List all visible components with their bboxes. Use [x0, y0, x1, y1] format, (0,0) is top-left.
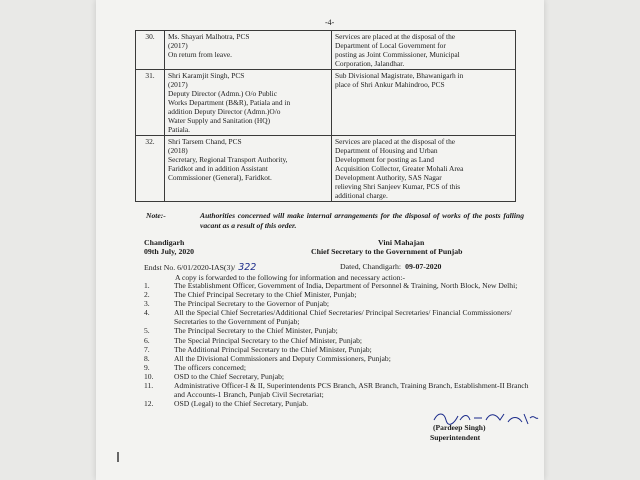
note-label: Note:- [146, 211, 166, 220]
list-item-text: The Establishment Officer, Government of India, Department of Personnel & Training, North Block, New Delhi; [174, 281, 518, 290]
posting-cell [332, 136, 516, 202]
handwritten-number: 322 [238, 262, 257, 273]
officer-line: Commissioner (General), Faridkot. [168, 173, 272, 182]
list-item-text: OSD to the Chief Secretary, Punjab; [174, 371, 285, 381]
posting-cell [332, 70, 516, 136]
officer-line: (2017) [168, 41, 188, 50]
officer-cell [165, 31, 332, 70]
officer-cell [165, 70, 332, 136]
officer-line: Faridkot and in addition Assistant [168, 164, 268, 173]
officer-cell [165, 136, 332, 202]
list-item-text: The officers concerned; [174, 362, 246, 372]
list-item [144, 299, 530, 308]
signoff-title: Superintendent [430, 433, 481, 442]
list-item [144, 336, 530, 345]
list-item-number: 7. [144, 344, 150, 354]
posting-line: relieving Shri Sanjeev Kumar, PCS of this [335, 182, 461, 191]
list-item-number: 10. [144, 371, 154, 381]
copy-intro: A copy is forwarded to the following for information and necessary action:- [175, 273, 406, 282]
officer-line: Works Department (B&R), Patiala and in [168, 98, 291, 107]
list-item-number: 12. [144, 399, 154, 409]
serial-number: 30. [136, 31, 165, 70]
officer-line: Shri Tarsem Chand, PCS [168, 137, 242, 146]
list-item-number: 9. [144, 362, 150, 372]
serial-number: 32. [136, 136, 165, 202]
posting-line: posting as Joint Commissioner, Municipal [335, 50, 460, 59]
list-item-number: 2. [144, 290, 150, 300]
list-item [144, 345, 530, 354]
copy-list [144, 281, 530, 408]
posting-line: Development for posting as Land [335, 155, 434, 164]
posting-line: Development Authority, SAS Nagar [335, 173, 442, 182]
issue-place: Chandigarh [144, 238, 185, 247]
officer-line: addition Deputy Director (Admn.)O/o [168, 107, 281, 116]
officer-line: Water Supply and Sanitation (HQ) [168, 116, 271, 125]
list-item [144, 290, 530, 299]
list-item-text: All the Special Chief Secretaries/Additional Chief Secretaries/ Principal Secretaries/ Financial Commissioners/ Secretaries to the Government of Punjab; [174, 308, 512, 327]
list-item-number: 11. [144, 381, 154, 391]
officer-line: Patiala. [168, 125, 190, 134]
page-number: -4- [325, 18, 335, 27]
posting-orders-table [135, 30, 516, 202]
posting-line: additional charge. [335, 191, 388, 200]
posting-line: Services are placed at the disposal of the [335, 32, 456, 41]
serial-number: 31. [136, 70, 165, 136]
posting-line: Department of Local Government for [335, 41, 446, 50]
note-text: Authorities concerned will make internal arrangements for the disposal of works of the posts falling vacant as a result of this order. [200, 211, 524, 230]
officer-line: (2018) [168, 146, 188, 155]
list-item-text: The Additional Principal Secretary to the Chief Minister, Punjab; [174, 344, 372, 354]
list-item [144, 372, 530, 381]
list-item-text: OSD (Legal) to the Chief Secretary, Punjab. [174, 399, 309, 409]
officer-line: Deputy Director (Admn.) O/o Public [168, 89, 277, 98]
officer-line: Ms. Shayari Malhotra, PCS [168, 32, 250, 41]
list-item-text: The Chief Principal Secretary to the Chief Minister, Punjab; [174, 290, 357, 300]
signer-name: Vini Mahajan [378, 238, 425, 247]
list-item [144, 354, 530, 363]
officer-line: (2017) [168, 80, 188, 89]
order-row [136, 31, 516, 70]
posting-line: place of Shri Ankur Mahindroo, PCS [335, 80, 445, 89]
signoff-name: (Pardeep Singh) [433, 423, 486, 432]
officer-line: On return from leave. [168, 50, 233, 59]
list-item [144, 308, 530, 326]
list-item [144, 281, 530, 290]
officer-line: Secretary, Regional Transport Authority, [168, 155, 288, 164]
dated-label: Dated, Chandigarh: [340, 262, 402, 271]
endorsement-prefix: Endst No. 6/01/2020-IAS(3)/ [144, 263, 236, 272]
posting-cell [332, 31, 516, 70]
posting-line: Acquisition Collector, Greater Mohali Area [335, 164, 464, 173]
scan-mark [117, 452, 119, 462]
list-item [144, 399, 530, 408]
list-item-number: 6. [144, 335, 150, 345]
list-item-number: 3. [144, 299, 150, 309]
list-item-text: All the Divisional Commissioners and Deputy Commissioners, Punjab; [174, 353, 391, 363]
list-item-text: Administrative Officer-I & II, Superintendents PCS Branch, ASR Branch, Training Branch, Establishment-II Branch and Accounts-1 Branch, Punjab Civil Secretariat; [174, 381, 529, 400]
posting-line: Department of Housing and Urban [335, 146, 438, 155]
list-item-number: 1. [144, 281, 150, 290]
list-item [144, 381, 530, 399]
list-item-text: The Principal Secretary to the Governor of Punjab; [174, 299, 329, 309]
list-item-number: 4. [144, 308, 150, 318]
officer-line: Shri Karamjit Singh, PCS [168, 71, 245, 80]
order-row [136, 136, 516, 202]
list-item-text: The Principal Secretary to the Chief Minister, Punjab; [174, 326, 338, 336]
list-item-number: 5. [144, 326, 150, 336]
posting-line: Corporation, Jalandhar. [335, 59, 405, 68]
issue-date: 09th July, 2020 [144, 247, 195, 256]
list-item-number: 8. [144, 353, 150, 363]
list-item-text: The Special Principal Secretary to the Chief Minister, Punjab; [174, 335, 363, 345]
list-item [144, 326, 530, 335]
endorsement-number [144, 262, 256, 273]
posting-line: Services are placed at the disposal of the [335, 137, 456, 146]
endorsement-date [340, 262, 441, 271]
order-row [136, 70, 516, 136]
posting-line: Sub Divisional Magistrate, Bhawanigarh in [335, 71, 464, 80]
dated-value: 09-07-2020 [405, 262, 442, 271]
list-item [144, 363, 530, 372]
signer-title: Chief Secretary to the Government of Punjab [311, 247, 463, 256]
